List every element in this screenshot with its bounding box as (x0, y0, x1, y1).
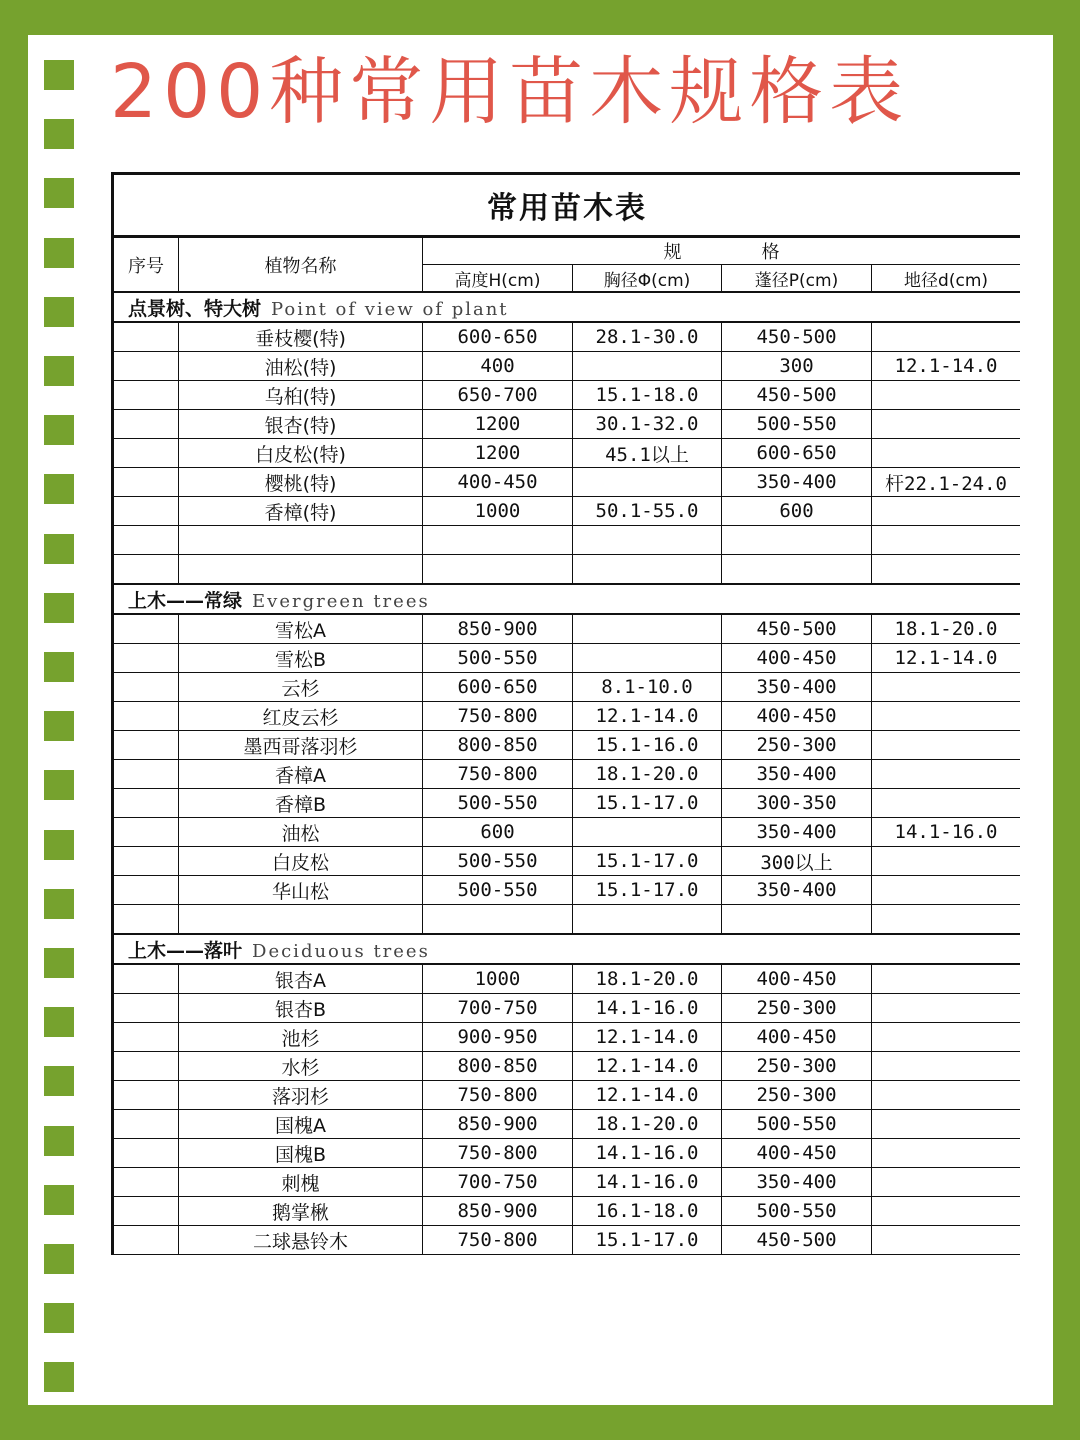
seq-cell (113, 702, 179, 731)
plant-name-cell: 银杏(特) (179, 410, 423, 439)
section-title (113, 292, 1021, 322)
ground-cell: 14.1-16.0 (872, 818, 1021, 847)
dbh-cell (573, 644, 722, 673)
dbh-cell (573, 614, 722, 644)
height-cell: 600-650 (423, 322, 573, 352)
height-cell: 500-550 (423, 644, 573, 673)
binder-holes (44, 60, 76, 1400)
plant-name-cell: 国槐A (179, 1110, 423, 1139)
seq-cell (113, 1197, 179, 1226)
plant-name-cell: 乌桕(特) (179, 381, 423, 410)
seq-cell (113, 760, 179, 789)
ground-cell (872, 1081, 1021, 1110)
height-cell (423, 526, 573, 555)
seq-cell (113, 555, 179, 585)
header-spec-group: 规格 (423, 237, 1021, 265)
ground-cell (872, 994, 1021, 1023)
table-row (113, 614, 1021, 644)
dbh-cell: 18.1-20.0 (573, 964, 722, 994)
section-row (113, 584, 1021, 614)
crown-cell (722, 526, 872, 555)
dbh-cell: 18.1-20.0 (573, 1110, 722, 1139)
height-cell: 1000 (423, 964, 573, 994)
ground-cell (872, 1168, 1021, 1197)
seq-cell (113, 731, 179, 760)
ground-cell (872, 555, 1021, 585)
table-row (113, 876, 1021, 905)
dbh-cell: 15.1-17.0 (573, 789, 722, 818)
dbh-cell (573, 905, 722, 935)
height-cell: 750-800 (423, 1226, 573, 1255)
section-title-en: Deciduous trees (252, 940, 430, 962)
seq-cell (113, 905, 179, 935)
dbh-cell: 12.1-14.0 (573, 1081, 722, 1110)
plant-name-cell: 刺槐 (179, 1168, 423, 1197)
height-cell: 600-650 (423, 673, 573, 702)
table-row (113, 555, 1021, 585)
binder-hole (44, 1126, 74, 1156)
table-row (113, 964, 1021, 994)
binder-hole (44, 474, 74, 504)
height-cell: 850-900 (423, 1110, 573, 1139)
binder-hole (44, 889, 74, 919)
binder-hole (44, 60, 74, 90)
section-row (113, 292, 1021, 322)
crown-cell: 400-450 (722, 644, 872, 673)
crown-cell: 250-300 (722, 731, 872, 760)
plant-name-cell: 墨西哥落羽杉 (179, 731, 423, 760)
binder-hole (44, 830, 74, 860)
ground-cell (872, 1197, 1021, 1226)
plant-name-cell (179, 905, 423, 935)
binder-hole (44, 711, 74, 741)
table-row (113, 818, 1021, 847)
ground-cell (872, 731, 1021, 760)
seq-cell (113, 1139, 179, 1168)
table-row (113, 1023, 1021, 1052)
plant-name-cell: 雪松A (179, 614, 423, 644)
header-dbh: 胸径Φ(cm) (573, 265, 722, 293)
seq-cell (113, 439, 179, 468)
page-title: 200种常用苗木规格表 (110, 49, 910, 135)
table-row (113, 847, 1021, 876)
table-row (113, 1081, 1021, 1110)
table-row (113, 731, 1021, 760)
table-row (113, 1139, 1021, 1168)
dbh-cell: 28.1-30.0 (573, 322, 722, 352)
ground-cell (872, 847, 1021, 876)
header-seq: 序号 (113, 237, 179, 293)
seedling-spec-table (111, 172, 1020, 1255)
height-cell: 600 (423, 818, 573, 847)
table-row (113, 381, 1021, 410)
crown-cell: 450-500 (722, 614, 872, 644)
plant-name-cell: 二球悬铃木 (179, 1226, 423, 1255)
table-row (113, 468, 1021, 497)
section-title (113, 934, 1021, 964)
table-row (113, 352, 1021, 381)
height-cell: 850-900 (423, 1197, 573, 1226)
dbh-cell: 15.1-17.0 (573, 1226, 722, 1255)
table-row (113, 410, 1021, 439)
height-cell: 400 (423, 352, 573, 381)
binder-hole (44, 534, 74, 564)
plant-name-cell: 池杉 (179, 1023, 423, 1052)
height-cell: 1200 (423, 410, 573, 439)
crown-cell: 300 (722, 352, 872, 381)
dbh-cell: 14.1-16.0 (573, 994, 722, 1023)
ground-cell (872, 410, 1021, 439)
plant-name-cell: 银杏A (179, 964, 423, 994)
plant-name-cell: 香樟B (179, 789, 423, 818)
height-cell: 500-550 (423, 847, 573, 876)
crown-cell: 500-550 (722, 410, 872, 439)
dbh-cell (573, 468, 722, 497)
height-cell (423, 905, 573, 935)
seq-cell (113, 1226, 179, 1255)
ground-cell (872, 876, 1021, 905)
height-cell: 1000 (423, 497, 573, 526)
header-ground: 地径d(cm) (872, 265, 1021, 293)
crown-cell: 300-350 (722, 789, 872, 818)
ground-cell (872, 760, 1021, 789)
ground-cell (872, 439, 1021, 468)
height-cell (423, 555, 573, 585)
table-row (113, 1197, 1021, 1226)
plant-name-cell: 香樟(特) (179, 497, 423, 526)
crown-cell: 600-650 (722, 439, 872, 468)
plant-name-cell: 鹅掌楸 (179, 1197, 423, 1226)
seq-cell (113, 1168, 179, 1197)
binder-hole (44, 415, 74, 445)
binder-hole (44, 770, 74, 800)
seq-cell (113, 352, 179, 381)
seq-cell (113, 497, 179, 526)
height-cell: 800-850 (423, 1052, 573, 1081)
dbh-cell: 12.1-14.0 (573, 1023, 722, 1052)
seq-cell (113, 410, 179, 439)
dbh-cell (573, 526, 722, 555)
crown-cell: 350-400 (722, 760, 872, 789)
seq-cell (113, 1110, 179, 1139)
crown-cell: 350-400 (722, 818, 872, 847)
table-row (113, 994, 1021, 1023)
seq-cell (113, 468, 179, 497)
ground-cell: 杆22.1-24.0 (872, 468, 1021, 497)
height-cell: 750-800 (423, 760, 573, 789)
crown-cell: 600 (722, 497, 872, 526)
table-row (113, 644, 1021, 673)
height-cell: 700-750 (423, 994, 573, 1023)
height-cell: 850-900 (423, 614, 573, 644)
crown-cell: 450-500 (722, 322, 872, 352)
height-cell: 400-450 (423, 468, 573, 497)
height-cell: 500-550 (423, 789, 573, 818)
seq-cell (113, 1052, 179, 1081)
plant-name-cell (179, 555, 423, 585)
table-row (113, 322, 1021, 352)
ground-cell (872, 1226, 1021, 1255)
dbh-cell: 12.1-14.0 (573, 1052, 722, 1081)
ground-cell (872, 322, 1021, 352)
table-row (113, 526, 1021, 555)
height-cell: 750-800 (423, 1081, 573, 1110)
seq-cell (113, 322, 179, 352)
table-row (113, 673, 1021, 702)
section-title (113, 584, 1021, 614)
binder-hole (44, 1303, 74, 1333)
section-row (113, 934, 1021, 964)
header-height: 高度H(cm) (423, 265, 573, 293)
binder-hole (44, 1066, 74, 1096)
section-title-cn: 上木——常绿 (128, 589, 243, 612)
crown-cell: 350-400 (722, 876, 872, 905)
binder-hole (44, 948, 74, 978)
table-row (113, 1052, 1021, 1081)
crown-cell: 300以上 (722, 847, 872, 876)
plant-name-cell (179, 526, 423, 555)
plant-name-cell: 国槐B (179, 1139, 423, 1168)
seq-cell (113, 381, 179, 410)
table-row (113, 1110, 1021, 1139)
plant-name-cell: 银杏B (179, 994, 423, 1023)
section-title-cn: 点景树、特大树 (128, 297, 262, 320)
dbh-cell: 14.1-16.0 (573, 1139, 722, 1168)
ground-cell: 18.1-20.0 (872, 614, 1021, 644)
dbh-cell (573, 555, 722, 585)
height-cell: 750-800 (423, 1139, 573, 1168)
crown-cell (722, 905, 872, 935)
crown-cell: 250-300 (722, 994, 872, 1023)
binder-hole (44, 238, 74, 268)
binder-hole (44, 593, 74, 623)
crown-cell: 500-550 (722, 1110, 872, 1139)
seq-cell (113, 1081, 179, 1110)
seq-cell (113, 789, 179, 818)
crown-cell: 250-300 (722, 1081, 872, 1110)
plant-name-cell: 水杉 (179, 1052, 423, 1081)
ground-cell (872, 526, 1021, 555)
crown-cell: 350-400 (722, 673, 872, 702)
seq-cell (113, 994, 179, 1023)
dbh-cell: 15.1-16.0 (573, 731, 722, 760)
ground-cell (872, 905, 1021, 935)
binder-hole (44, 356, 74, 386)
plant-name-cell: 香樟A (179, 760, 423, 789)
table-row (113, 905, 1021, 935)
dbh-cell: 15.1-17.0 (573, 876, 722, 905)
plant-name-cell: 樱桃(特) (179, 468, 423, 497)
binder-hole (44, 652, 74, 682)
table-row (113, 702, 1021, 731)
ground-cell (872, 1052, 1021, 1081)
height-cell: 700-750 (423, 1168, 573, 1197)
section-title-en: Evergreen trees (252, 590, 430, 612)
ground-cell (872, 964, 1021, 994)
dbh-cell: 50.1-55.0 (573, 497, 722, 526)
crown-cell: 250-300 (722, 1052, 872, 1081)
dbh-cell (573, 352, 722, 381)
header-plant-name: 植物名称 (179, 237, 423, 293)
ground-cell (872, 1023, 1021, 1052)
seq-cell (113, 876, 179, 905)
section-title-cn: 上木——落叶 (128, 939, 243, 962)
table-row (113, 497, 1021, 526)
binder-hole (44, 1362, 74, 1392)
crown-cell: 450-500 (722, 1226, 872, 1255)
binder-hole (44, 1244, 74, 1274)
height-cell: 650-700 (423, 381, 573, 410)
dbh-cell: 15.1-18.0 (573, 381, 722, 410)
table-row (113, 1168, 1021, 1197)
ground-cell (872, 1110, 1021, 1139)
dbh-cell: 12.1-14.0 (573, 702, 722, 731)
ground-cell: 12.1-14.0 (872, 644, 1021, 673)
plant-name-cell: 红皮云杉 (179, 702, 423, 731)
height-cell: 1200 (423, 439, 573, 468)
seq-cell (113, 526, 179, 555)
crown-cell: 400-450 (722, 1023, 872, 1052)
header-crown: 蓬径P(cm) (722, 265, 872, 293)
plant-name-cell: 华山松 (179, 876, 423, 905)
plant-name-cell: 落羽杉 (179, 1081, 423, 1110)
binder-hole (44, 297, 74, 327)
crown-cell: 350-400 (722, 1168, 872, 1197)
table-caption: 常用苗木表 (113, 174, 1021, 237)
seq-cell (113, 818, 179, 847)
dbh-cell: 45.1以上 (573, 439, 722, 468)
crown-cell: 350-400 (722, 468, 872, 497)
plant-name-cell: 云杉 (179, 673, 423, 702)
table-row (113, 1226, 1021, 1255)
dbh-cell: 30.1-32.0 (573, 410, 722, 439)
crown-cell: 450-500 (722, 381, 872, 410)
crown-cell: 400-450 (722, 702, 872, 731)
dbh-cell: 15.1-17.0 (573, 847, 722, 876)
crown-cell (722, 555, 872, 585)
height-cell: 900-950 (423, 1023, 573, 1052)
binder-hole (44, 1185, 74, 1215)
height-cell: 500-550 (423, 876, 573, 905)
ground-cell (872, 381, 1021, 410)
table-row (113, 760, 1021, 789)
seq-cell (113, 614, 179, 644)
spec-table-container (111, 172, 1020, 1279)
binder-hole (44, 1007, 74, 1037)
crown-cell: 400-450 (722, 1139, 872, 1168)
crown-cell: 400-450 (722, 964, 872, 994)
ground-cell (872, 673, 1021, 702)
table-row (113, 789, 1021, 818)
seq-cell (113, 644, 179, 673)
height-cell: 750-800 (423, 702, 573, 731)
ground-cell: 12.1-14.0 (872, 352, 1021, 381)
height-cell: 800-850 (423, 731, 573, 760)
seq-cell (113, 847, 179, 876)
ground-cell (872, 1139, 1021, 1168)
dbh-cell: 8.1-10.0 (573, 673, 722, 702)
ground-cell (872, 702, 1021, 731)
seq-cell (113, 1023, 179, 1052)
plant-name-cell: 垂枝樱(特) (179, 322, 423, 352)
dbh-cell: 18.1-20.0 (573, 760, 722, 789)
binder-hole (44, 178, 74, 208)
table-row (113, 439, 1021, 468)
plant-name-cell: 油松(特) (179, 352, 423, 381)
plant-name-cell: 雪松B (179, 644, 423, 673)
seq-cell (113, 673, 179, 702)
dbh-cell: 16.1-18.0 (573, 1197, 722, 1226)
ground-cell (872, 497, 1021, 526)
binder-hole (44, 119, 74, 149)
plant-name-cell: 白皮松 (179, 847, 423, 876)
crown-cell: 500-550 (722, 1197, 872, 1226)
section-title-en: Point of view of plant (271, 298, 509, 320)
seq-cell (113, 964, 179, 994)
plant-name-cell: 白皮松(特) (179, 439, 423, 468)
plant-name-cell: 油松 (179, 818, 423, 847)
dbh-cell: 14.1-16.0 (573, 1168, 722, 1197)
dbh-cell (573, 818, 722, 847)
ground-cell (872, 789, 1021, 818)
